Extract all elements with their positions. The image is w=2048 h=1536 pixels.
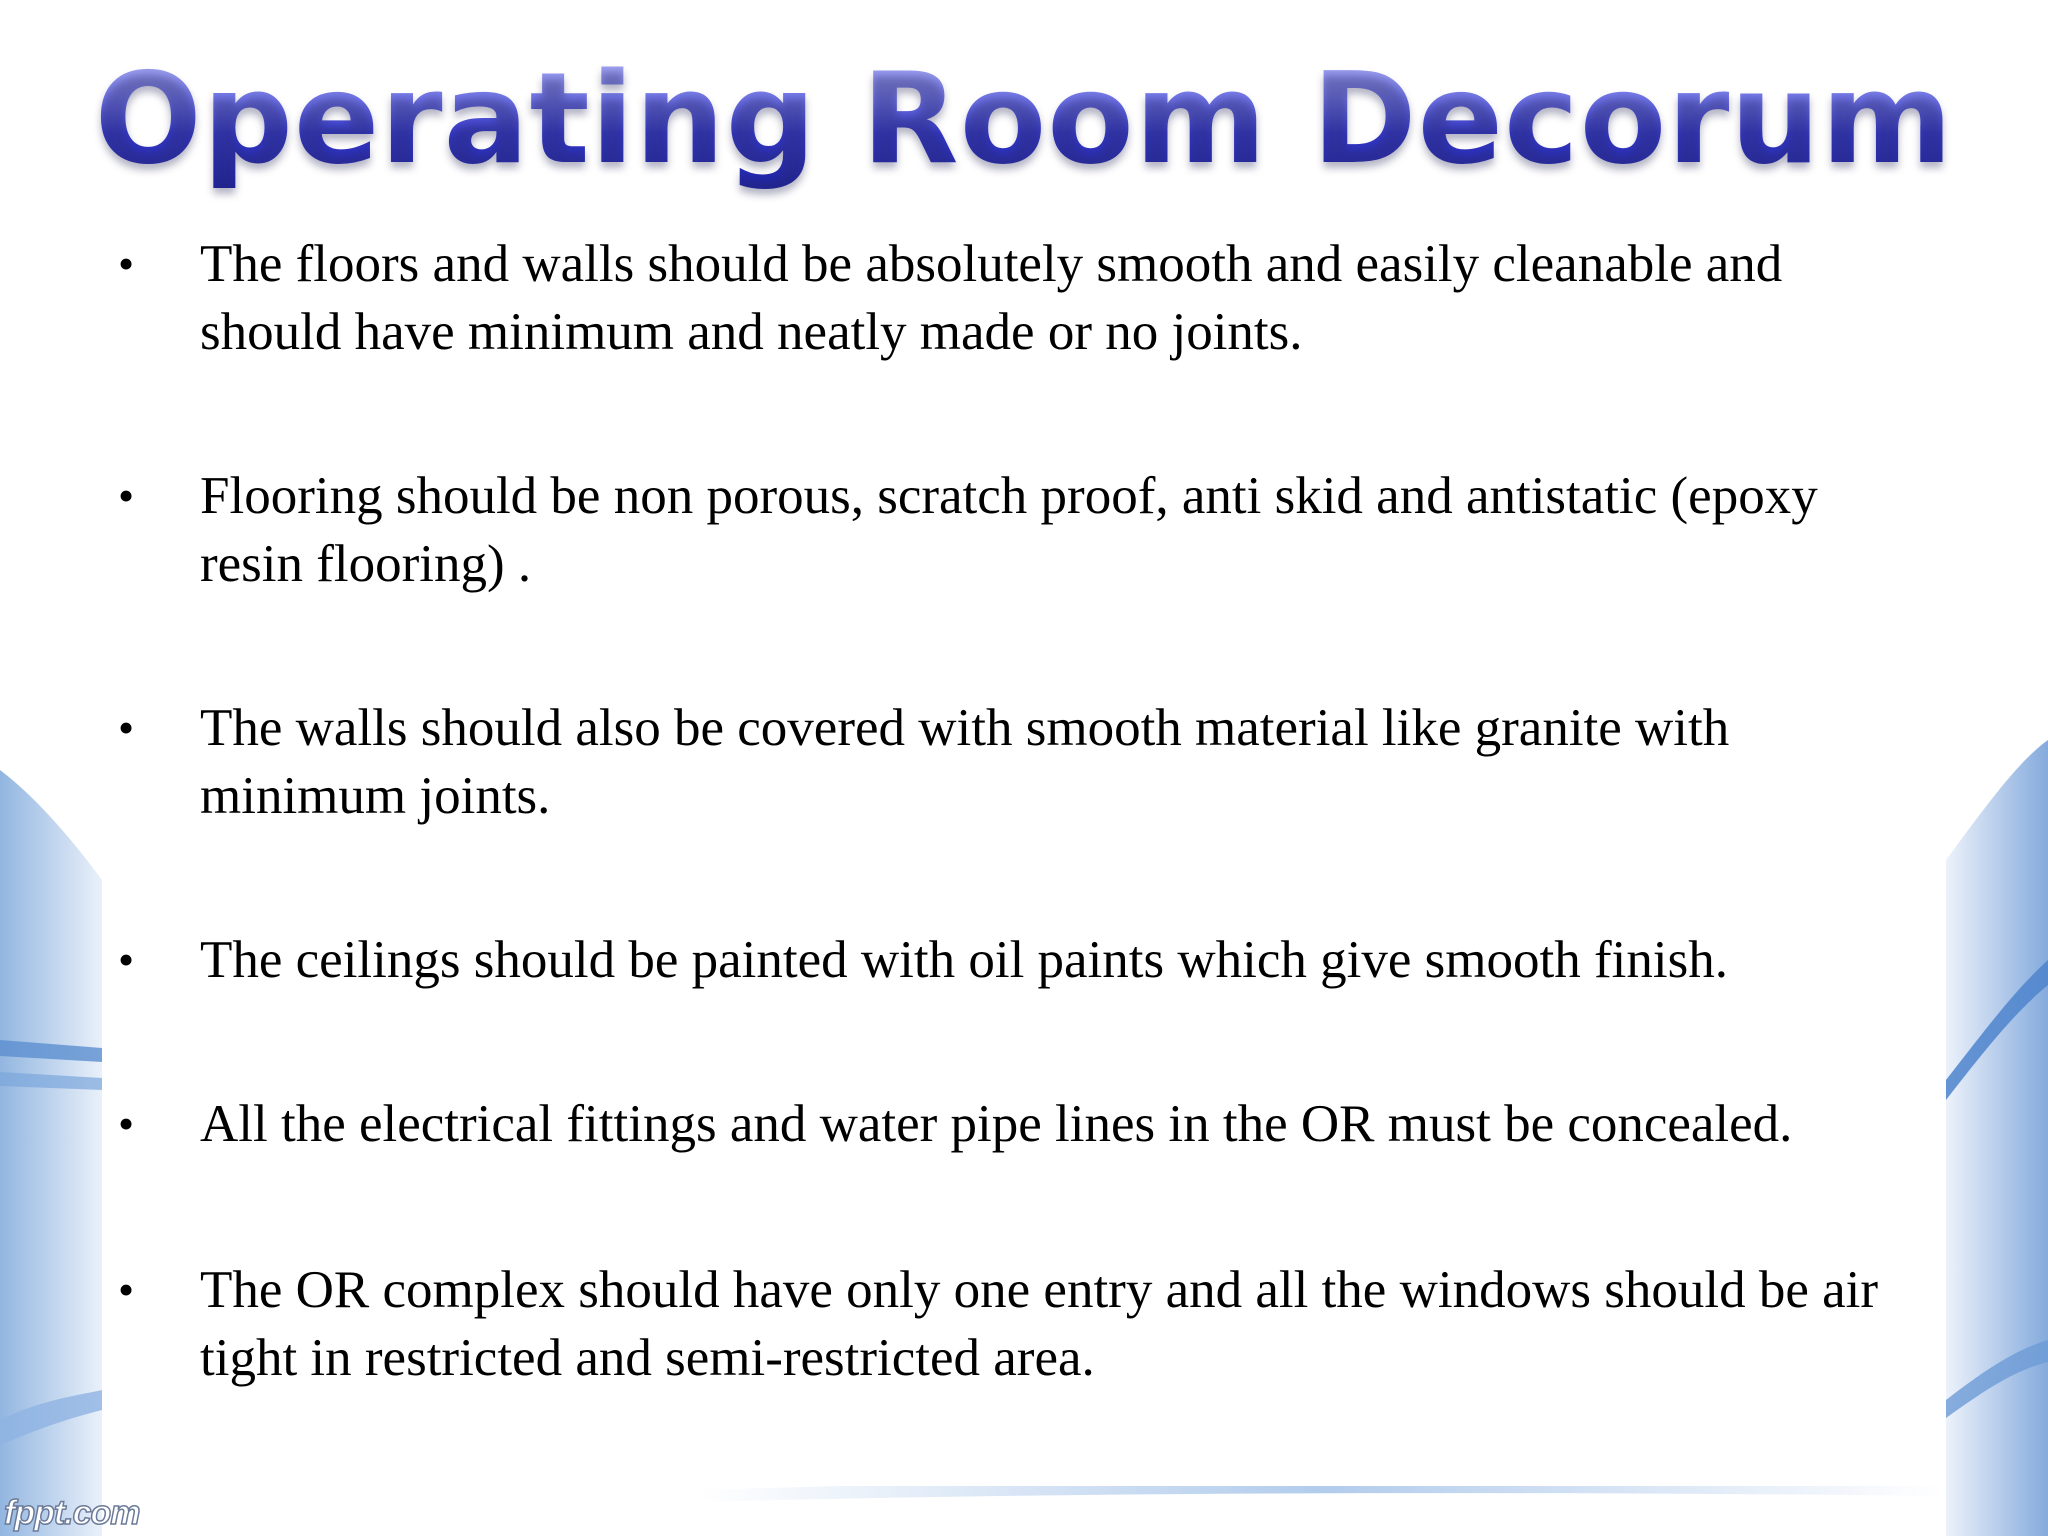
bullet-item (118, 462, 1918, 598)
bullet-text: Flooring should be non porous, scratch proof, anti skid and antistatic (epoxy resin flooring) . (200, 467, 1818, 593)
bullet-marker: • (118, 934, 135, 985)
bullet-item (118, 926, 1918, 994)
bullet-marker: • (118, 1264, 135, 1315)
bullet-text: The floors and walls should be absolutely smooth and easily cleanable and should have minimum and neatly made or no joints. (200, 235, 1783, 361)
bullet-text: The walls should also be covered with smooth material like granite with minimum joints. (200, 699, 1730, 825)
bullet-marker: • (118, 1098, 135, 1149)
right-swoosh (1946, 740, 2048, 1536)
bullet-item (118, 1256, 1918, 1392)
bullet-text: All the electrical fittings and water pipe lines in the OR must be concealed. (200, 1095, 1793, 1153)
bullet-marker: • (118, 238, 135, 289)
bullet-item (118, 1090, 1918, 1158)
bullet-marker: • (118, 702, 135, 753)
bullet-marker: • (118, 470, 135, 521)
bullet-text: The ceilings should be painted with oil paints which give smooth finish. (200, 931, 1728, 989)
slide-title: Operating Room Decorum (0, 50, 2048, 189)
bullet-item (118, 230, 1918, 366)
bullet-text: The OR complex should have only one entry and all the windows should be air tight in restricted and semi-restricted area. (200, 1261, 1878, 1387)
bullet-item (118, 694, 1918, 830)
fppt-watermark-logo: fppt.com (4, 1494, 140, 1532)
